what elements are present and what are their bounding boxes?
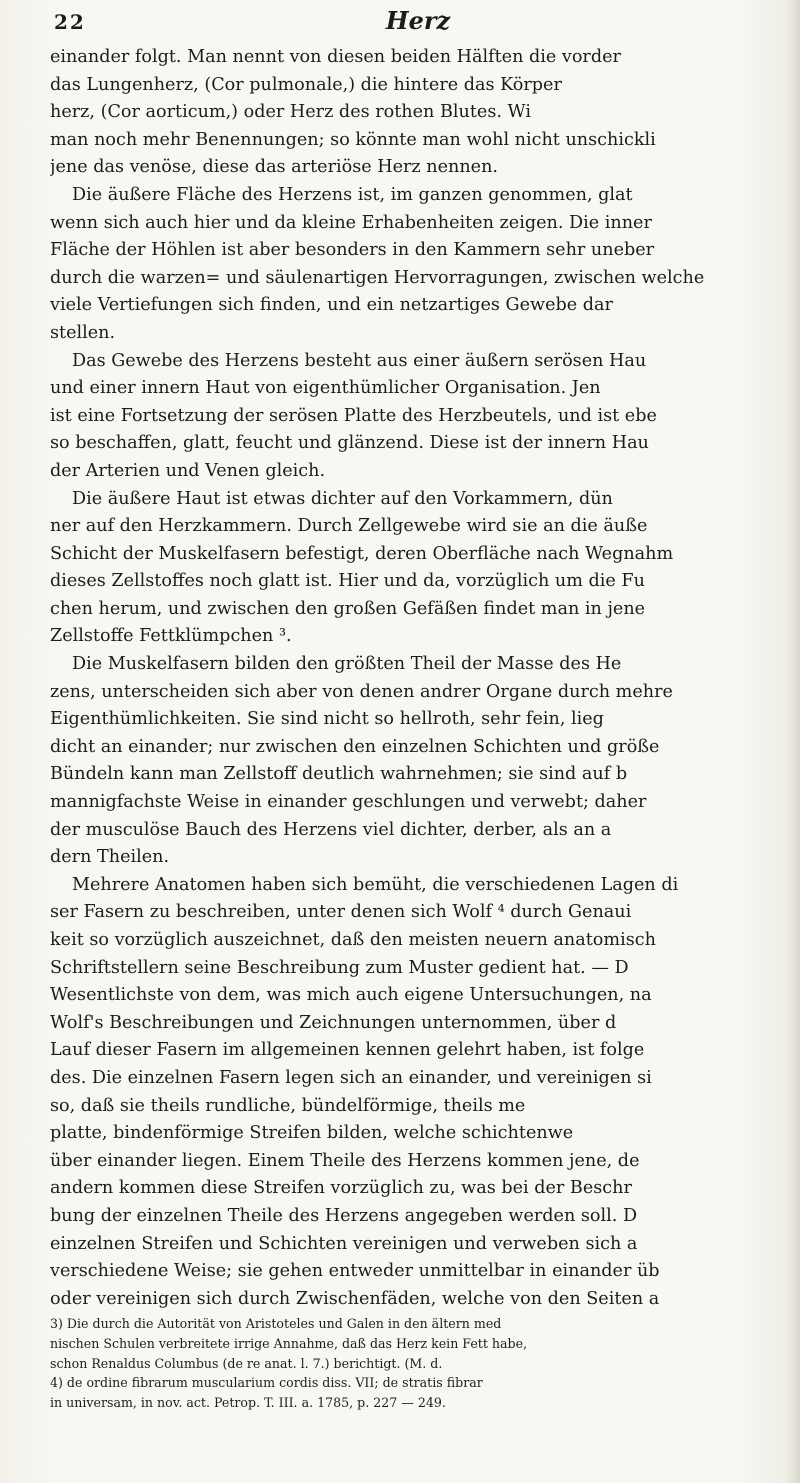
text-line: wenn sich auch hier und da kleine Erhabenheiten zeigen. Die inner: [50, 212, 652, 233]
text-line: verschiedene Weise; sie gehen entweder unmittelbar in einander üb: [50, 1261, 660, 1282]
text-line: Eigenthümlichkeiten. Sie sind nicht so hellroth, sehr fein, lieg: [50, 709, 604, 730]
text-line: über einander liegen. Einem Theile des Herzens kommen jene, de: [50, 1150, 640, 1171]
text-line: Lauf dieser Fasern im allgemeinen kennen gelehrt haben, ist folge: [50, 1040, 645, 1061]
footnote-line: 3) Die durch die Autorität von Aristoteles und Galen in den ältern med: [50, 1316, 502, 1332]
footnote-line: nischen Schulen verbreitete irrige Annahme, daß das Herz kein Fett habe,: [50, 1335, 528, 1351]
footnote-line: in universam, in nov. act. Petrop. T. III. a. 1785, p. 227 — 249.: [50, 1394, 446, 1410]
page-edge-shadow: [786, 0, 800, 1483]
text-line: ner auf den Herzkammern. Durch Zellgewebe wird sie an die äuße: [50, 516, 648, 537]
text-line: Die äußere Fläche des Herzens ist, im ganzen genommen, glat: [72, 184, 633, 205]
text-line: Schriftstellern seine Beschreibung zum Muster gedient hat. — D: [50, 957, 629, 978]
footnotes: [50, 1314, 786, 1412]
text-line: platte, bindenförmige Streifen bilden, welche schichtenwe: [50, 1123, 574, 1144]
text-line: ser Fasern zu beschreiben, unter denen sich Wolf ⁴ durch Genaui: [50, 902, 632, 923]
page-header: [50, 4, 786, 44]
text-line: und einer innern Haut von eigenthümlicher Organisation. Jen: [50, 378, 601, 399]
text-line: so beschaffen, glatt, feucht und glänzend. Diese ist der innern Hau: [50, 433, 649, 454]
text-line: der musculöse Bauch des Herzens viel dichter, derber, als an a: [50, 819, 612, 840]
text-line: Wesentlichste von dem, was mich auch eigene Untersuchungen, na: [50, 985, 652, 1006]
text-line: Mehrere Anatomen haben sich bemüht, die verschiedenen Lagen di: [72, 874, 679, 895]
text-line: Zellstoffe Fettklümpchen ³.: [50, 626, 292, 647]
text-line: zens, unterscheiden sich aber von denen andrer Organe durch mehre: [50, 681, 673, 702]
text-line: mannigfachste Weise in einander geschlungen und verwebt; daher: [50, 792, 647, 813]
text-line: viele Vertiefungen sich finden, und ein netzartiges Gewebe dar: [50, 295, 613, 316]
text-line: Die äußere Haut ist etwas dichter auf den Vorkammern, dün: [72, 488, 613, 509]
text-line: Wolf's Beschreibungen und Zeichnungen unternommen, über d: [50, 1012, 617, 1033]
footnote-line: 4) de ordine fibrarum muscularium cordis diss. VII; de stratis fibrar: [50, 1375, 483, 1391]
text-line: so, daß sie theils rundliche, bündelförmige, theils me: [50, 1095, 526, 1116]
text-line: andern kommen diese Streifen vorzüglich zu, was bei der Beschr: [50, 1178, 632, 1199]
text-line: dicht an einander; nur zwischen den einzelnen Schichten und größe: [50, 736, 660, 757]
text-line: ist eine Fortsetzung der serösen Platte des Herzbeutels, und ist ebe: [50, 405, 657, 426]
text-line: Fläche der Höhlen ist aber besonders in den Kammern sehr uneber: [50, 240, 655, 261]
footnote-line: schon Renaldus Columbus (de re anat. l. 7.) berichtigt. (M. d.: [50, 1355, 443, 1371]
text-line: Bündeln kann man Zellstoff deutlich wahrnehmen; sie sind auf b: [50, 764, 628, 785]
text-line: stellen.: [50, 322, 116, 343]
text-line: chen herum, und zwischen den großen Gefäßen findet man in jene: [50, 598, 646, 619]
text-line: Die Muskelfasern bilden den größten Theil der Masse des He: [72, 654, 622, 675]
text-line: einander folgt. Man nennt von diesen beiden Hälften die vorder: [50, 47, 621, 67]
text-line: bung der einzelnen Theile des Herzens angegeben werden soll. D: [50, 1205, 638, 1226]
text-line: des. Die einzelnen Fasern legen sich an einander, und vereinigen si: [50, 1067, 652, 1088]
text-line: Schicht der Muskelfasern befestigt, deren Oberfläche nach Wegnahm: [50, 543, 674, 564]
text-line: durch die warzen= und säulenartigen Hervorragungen, zwischen welche: [50, 267, 705, 288]
text-line: herz, (Cor aorticum,) oder Herz des rothen Blutes. Wi: [50, 102, 531, 123]
text-line: man noch mehr Benennungen; so könnte man wohl nicht unschickli: [50, 129, 656, 150]
text-line: jene das venöse, diese das arteriöse Herz nennen.: [50, 157, 498, 178]
page-number: 22: [54, 10, 86, 34]
body-text: [50, 44, 786, 1313]
text-line: oder vereinigen sich durch Zwischenfäden, welche von den Seiten a: [50, 1288, 660, 1309]
text-line: das Lungenherz, (Cor pulmonale,) die hintere das Körper: [50, 74, 562, 95]
text-line: keit so vorzüglich auszeichnet, daß den meisten neuern anatomisch: [50, 930, 656, 950]
text-line: einzelnen Streifen und Schichten vereinigen und verweben sich a: [50, 1233, 638, 1254]
text-line: dern Theilen.: [50, 847, 170, 868]
running-title: Herz: [385, 6, 451, 35]
text-line: der Arterien und Venen gleich.: [50, 460, 326, 481]
text-line: dieses Zellstoffes noch glatt ist. Hier und da, vorzüglich um die Fu: [50, 571, 645, 592]
text-line: Das Gewebe des Herzens besteht aus einer äußern serösen Hau: [72, 350, 647, 371]
